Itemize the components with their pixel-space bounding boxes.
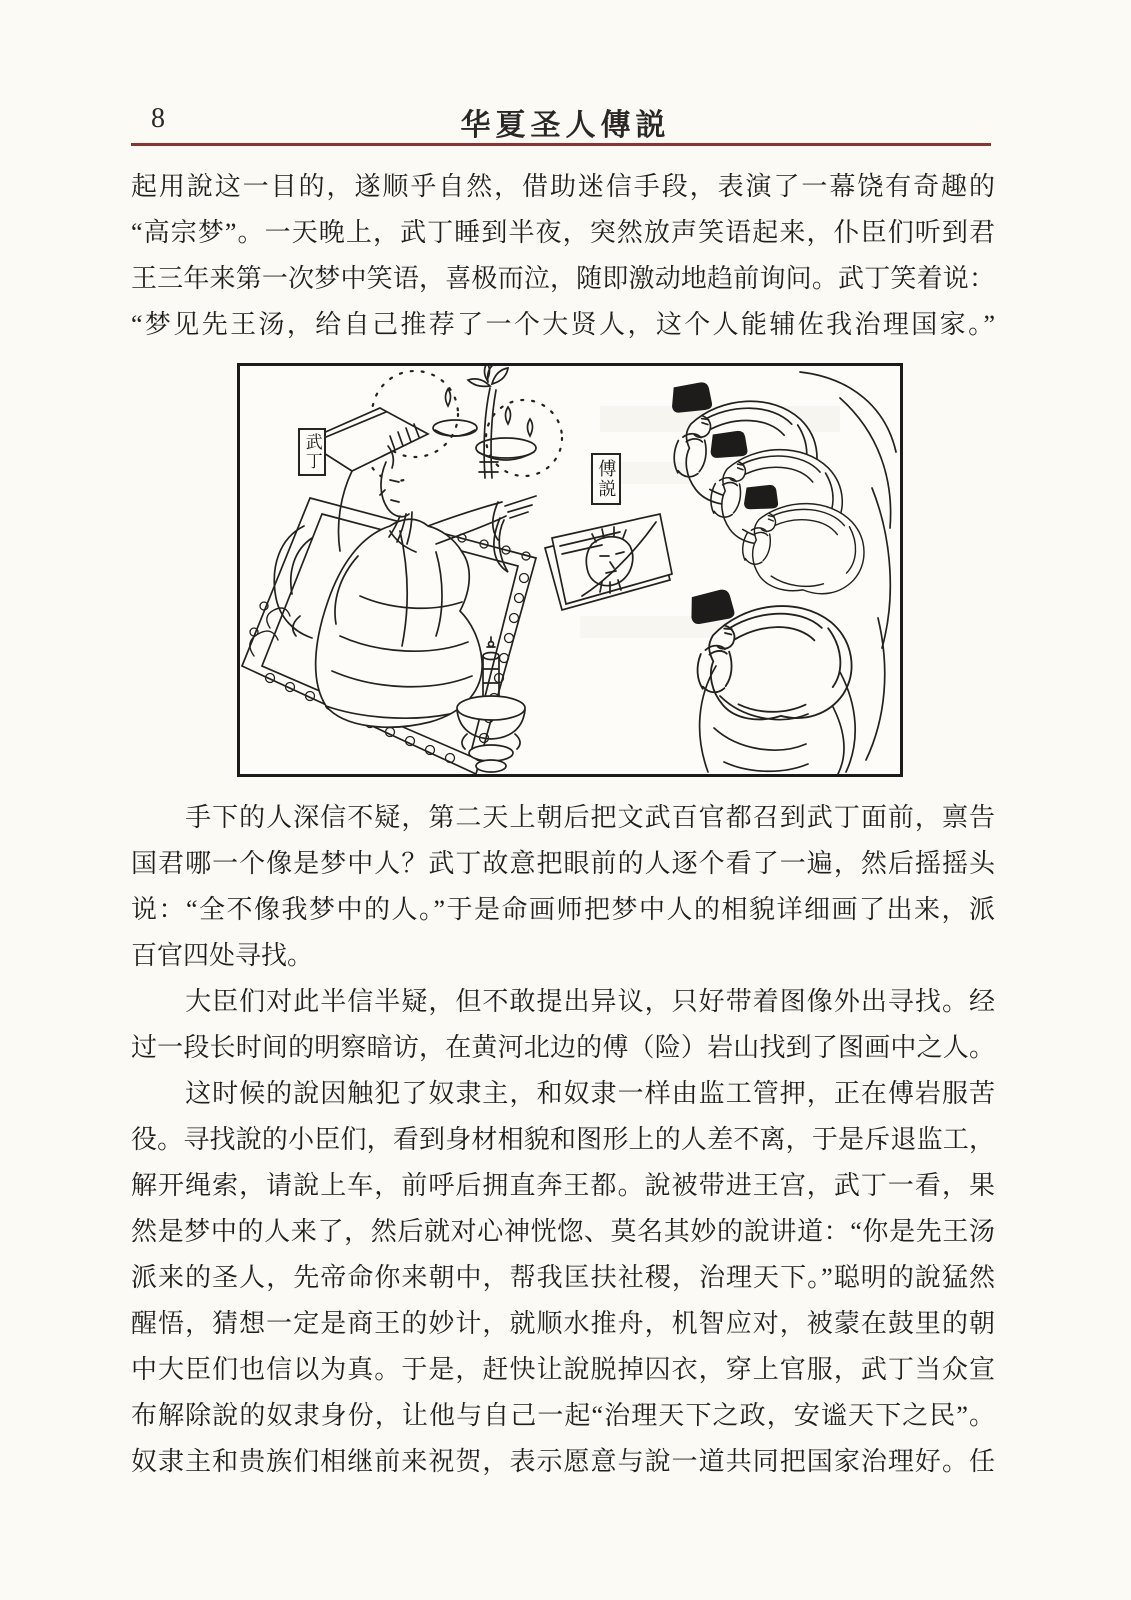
text-line: 奴隶主和贵族们相继前来祝贺，表示愿意与說一道共同把国家治理好。任 bbox=[131, 1447, 995, 1476]
body-text-bottom bbox=[131, 795, 995, 1485]
body-text-top bbox=[131, 164, 995, 348]
text-line: 役。寻找說的小臣们，看到身材相貌和图形上的人差不离，于是斥退监工， bbox=[131, 1125, 995, 1154]
label-sage-fuyue: 傅説 bbox=[591, 453, 621, 505]
text-line: 解开绳索，请說上车，前呼后拥直奔王都。說被带进王宫，武丁一看，果 bbox=[131, 1171, 995, 1200]
oil-lamp-stand bbox=[433, 366, 536, 478]
text-line: 这时候的說因触犯了奴隶主，和奴隶一样由监工管押，正在傅岩服苦 bbox=[131, 1079, 995, 1108]
illustration-frame bbox=[237, 363, 903, 777]
king-wuding-figure bbox=[305, 408, 536, 727]
text-line: 大臣们对此半信半疑，但不敢提出异议，只好带着图像外出寻找。经 bbox=[131, 987, 995, 1016]
text-line: 派来的圣人，先帝命你来朝中，帮我匡扶社稷，治理天下。”聪明的說猛然 bbox=[131, 1263, 995, 1292]
portrait-sheet bbox=[545, 514, 672, 610]
page-number: 8 bbox=[151, 103, 165, 134]
text-line: “高宗梦”。一天晚上，武丁睡到半夜，突然放声笑语起来，仆臣们听到君 bbox=[131, 218, 995, 247]
text-line: 说：“全不像我梦中的人。”于是命画师把梦中人的相貌详细画了出来，派 bbox=[131, 895, 995, 924]
text-line: “梦见先王汤，给自己推荐了一个大贤人，这个人能辅佐我治理国家。” bbox=[131, 310, 995, 339]
illustration-drawing bbox=[240, 366, 900, 774]
text-line: 过一段长时间的明察暗访，在黄河北边的傅（险）岩山找到了图画中之人。 bbox=[131, 1033, 995, 1062]
text-line: 起用說这一目的，遂顺乎自然，借助迷信手段，表演了一幕饶有奇趣的 bbox=[131, 172, 995, 201]
text-line: 百官四处寻找。 bbox=[131, 941, 314, 970]
header-title: 华夏圣人傳説 bbox=[460, 109, 671, 142]
text-line: 王三年来第一次梦中笑语，喜极而泣，随即激动地趋前询问。武丁笑着说： bbox=[131, 264, 995, 293]
header-rule bbox=[131, 143, 991, 146]
text-line: 中大臣们也信以为真。于是，赶快让說脱掉囚衣，穿上官服，武丁当众宣 bbox=[131, 1355, 995, 1384]
text-line: 然是梦中的人来了，然后就对心神恍惚、莫名其妙的說讲道：“你是先王汤 bbox=[131, 1217, 995, 1246]
text-line: 布解除說的奴隶身份，让他与自己一起“治理天下之政，安谧天下之民”。 bbox=[131, 1401, 995, 1430]
label-king-wuding: 武丁 bbox=[298, 428, 326, 476]
text-line: 醒悟，猜想一定是商王的妙计，就顺水推舟，机智应对，被蒙在鼓里的朝 bbox=[131, 1309, 995, 1338]
text-line: 手下的人深信不疑，第二天上朝后把文武百官都召到武丁面前，禀告 bbox=[131, 803, 995, 832]
text-line: 国君哪一个像是梦中人？武丁故意把眼前的人逐个看了一遍，然后摇摇头 bbox=[131, 849, 995, 878]
bowing-officials bbox=[659, 372, 896, 774]
